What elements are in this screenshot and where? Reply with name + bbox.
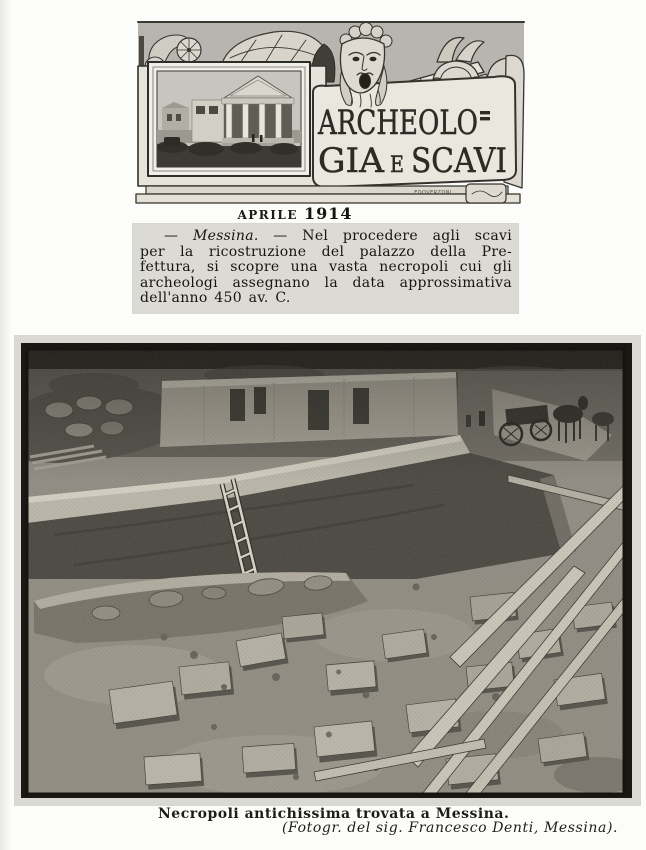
masthead-pedestal: [136, 184, 520, 203]
issue-year: 1914: [303, 204, 353, 223]
article-line: per la ricostruzione del palazzo della Pre-: [140, 243, 512, 260]
masthead-title-gia: GIA: [318, 141, 385, 181]
photo-caption-line2: (Fotogr. del sig. Francesco Denti, Messina).: [282, 820, 619, 836]
photo-caption-line1: Necropoli antichissima trovata a Messina.: [158, 806, 510, 822]
title-hyphen-icon: [480, 111, 490, 114]
masthead-photo-inset: [148, 62, 310, 176]
excavation-photo: [14, 335, 641, 806]
issue-month: APRILE: [237, 208, 298, 222]
place-name: Messina.: [192, 228, 259, 244]
masthead-artwork: [134, 10, 528, 204]
masthead-signature: EDOVERZONI: [414, 190, 452, 196]
page-edge-shade: [0, 0, 12, 850]
article-line: fettura, si scopre una vasta necropoli cui gli: [140, 259, 512, 276]
masthead-title-e: E: [390, 153, 404, 178]
article-line: — Messina. — Nel procedere agli scavi: [164, 228, 512, 244]
rosette-icon: [177, 38, 201, 62]
article-line: dell'anno 450 av. C.: [140, 290, 291, 307]
issue-date: [195, 204, 395, 223]
masthead-title-scavi: SCAVI: [411, 141, 507, 181]
article-paragraph: [133, 224, 518, 313]
masthead-title-line1: ARCHEOLO: [317, 103, 478, 143]
article-line: archeologi assegnano la data approssimativa: [140, 274, 512, 291]
